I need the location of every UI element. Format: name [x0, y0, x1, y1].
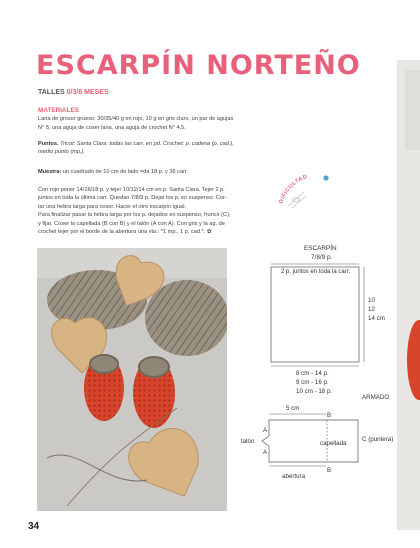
sizes-line: [38, 89, 109, 96]
bottom-value-1: 8 cm - 14 p.: [296, 370, 329, 377]
instruction-line: crochet tejer por el borde de la abertura una vta.: *1 mp., 1 p. cad.*. ✿: [38, 229, 212, 236]
armado-title: ARMADO: [362, 394, 390, 401]
b-bottom-label: B: [327, 467, 332, 474]
top-note: 2 p. juntos en toda la carr.: [281, 269, 351, 275]
materials-heading: MATERIALES: [38, 107, 80, 114]
a-bottom-label: A: [263, 449, 268, 456]
facing-page-photo-strip: [397, 60, 420, 530]
diagram-title: ESCARPÍN: [304, 245, 337, 252]
stitches-label: Puntos.: [38, 141, 59, 147]
materials-block: [38, 107, 270, 132]
facing-page-illustration: [397, 60, 420, 530]
booties-photo: [37, 248, 227, 511]
abertura-label: abertura: [282, 473, 306, 480]
talon-label: talón: [241, 438, 255, 445]
page-title: ESCARPÍN NORTEÑO: [36, 50, 361, 81]
stitches-block: [38, 140, 270, 157]
stitches-line-2: medio punto (mp.).: [38, 149, 85, 156]
instruction-line: Con rojo poner 14/16/18 p. y tejer 10/12/14 cm en p. Santa Clara. Tejer 2 p.: [38, 187, 225, 193]
b-top-label: B: [327, 412, 332, 419]
difficulty-badge: [274, 170, 334, 210]
difficulty-dot-icon: [323, 175, 328, 180]
booties-photo-illustration: [37, 248, 227, 511]
armado-width: 5 cm: [286, 405, 300, 412]
page-number: 34: [28, 521, 40, 532]
knitting-needles-icon: [288, 192, 306, 208]
bottom-value-3: 10 cm - 18 p.: [296, 388, 333, 395]
diagram-stitches: 7/8/9 p.: [311, 254, 333, 261]
sizes-label: TALLES: [38, 89, 65, 96]
c-puntera-label: C (puntera): [362, 436, 394, 443]
gauge-block: [38, 168, 270, 176]
instruction-line: tar una hebra larga para coser. Hacer el otro escarpín igual.: [38, 203, 187, 210]
diagram-rect: [271, 267, 359, 362]
materials-line-2: N° 5, una aguja de coser lana, una aguja de crochet N° 4,5.: [38, 124, 186, 131]
bottom-value-2: 9 cm - 16 p.: [296, 379, 329, 386]
gauge-label: Muestra:: [38, 169, 62, 175]
height-value-3: 14 cm: [368, 315, 385, 322]
instruction-line: juntos en toda la última carr. Quedan 7/8/9 p. Dejar los p. en suspenso. Cor-: [38, 195, 227, 202]
sizes-value: 0/3/6 MESES: [66, 89, 109, 96]
a-top-label: A: [263, 427, 268, 434]
armado-diagram: [238, 390, 398, 490]
height-value-1: 10: [368, 297, 375, 304]
materials-line-1: Lana de grosor grueso: 30/35/40 g en rojo, 10 g en gris claro, un par de agujas: [38, 116, 234, 123]
instruction-line: Para finalizar pasar la hebra larga por los p. dejados en suspenso, fruncir (C),: [38, 212, 231, 219]
instructions-block: [38, 186, 274, 236]
bootie-left-cuff: [90, 355, 118, 373]
escarpin-diagram: [262, 240, 402, 410]
capellada-label: capellada: [320, 440, 347, 447]
bootie-right-cuff: [139, 357, 169, 377]
instruction-line: y fijar. Coser la capellada (B con B) y el talón (A con A). Con gris y la ag. de: [38, 220, 225, 227]
height-value-2: 12: [368, 306, 375, 313]
gauge-text: un cuadrado de 10 cm de lado =da 18 p. y 36 carr.: [62, 169, 189, 175]
stitches-line-1: Tricot: Santa Clara: todas las carr. en pd. Crochet: p. cadena (p. cad.),: [60, 141, 234, 147]
difficulty-label: DIFICULTAD: [278, 174, 309, 205]
